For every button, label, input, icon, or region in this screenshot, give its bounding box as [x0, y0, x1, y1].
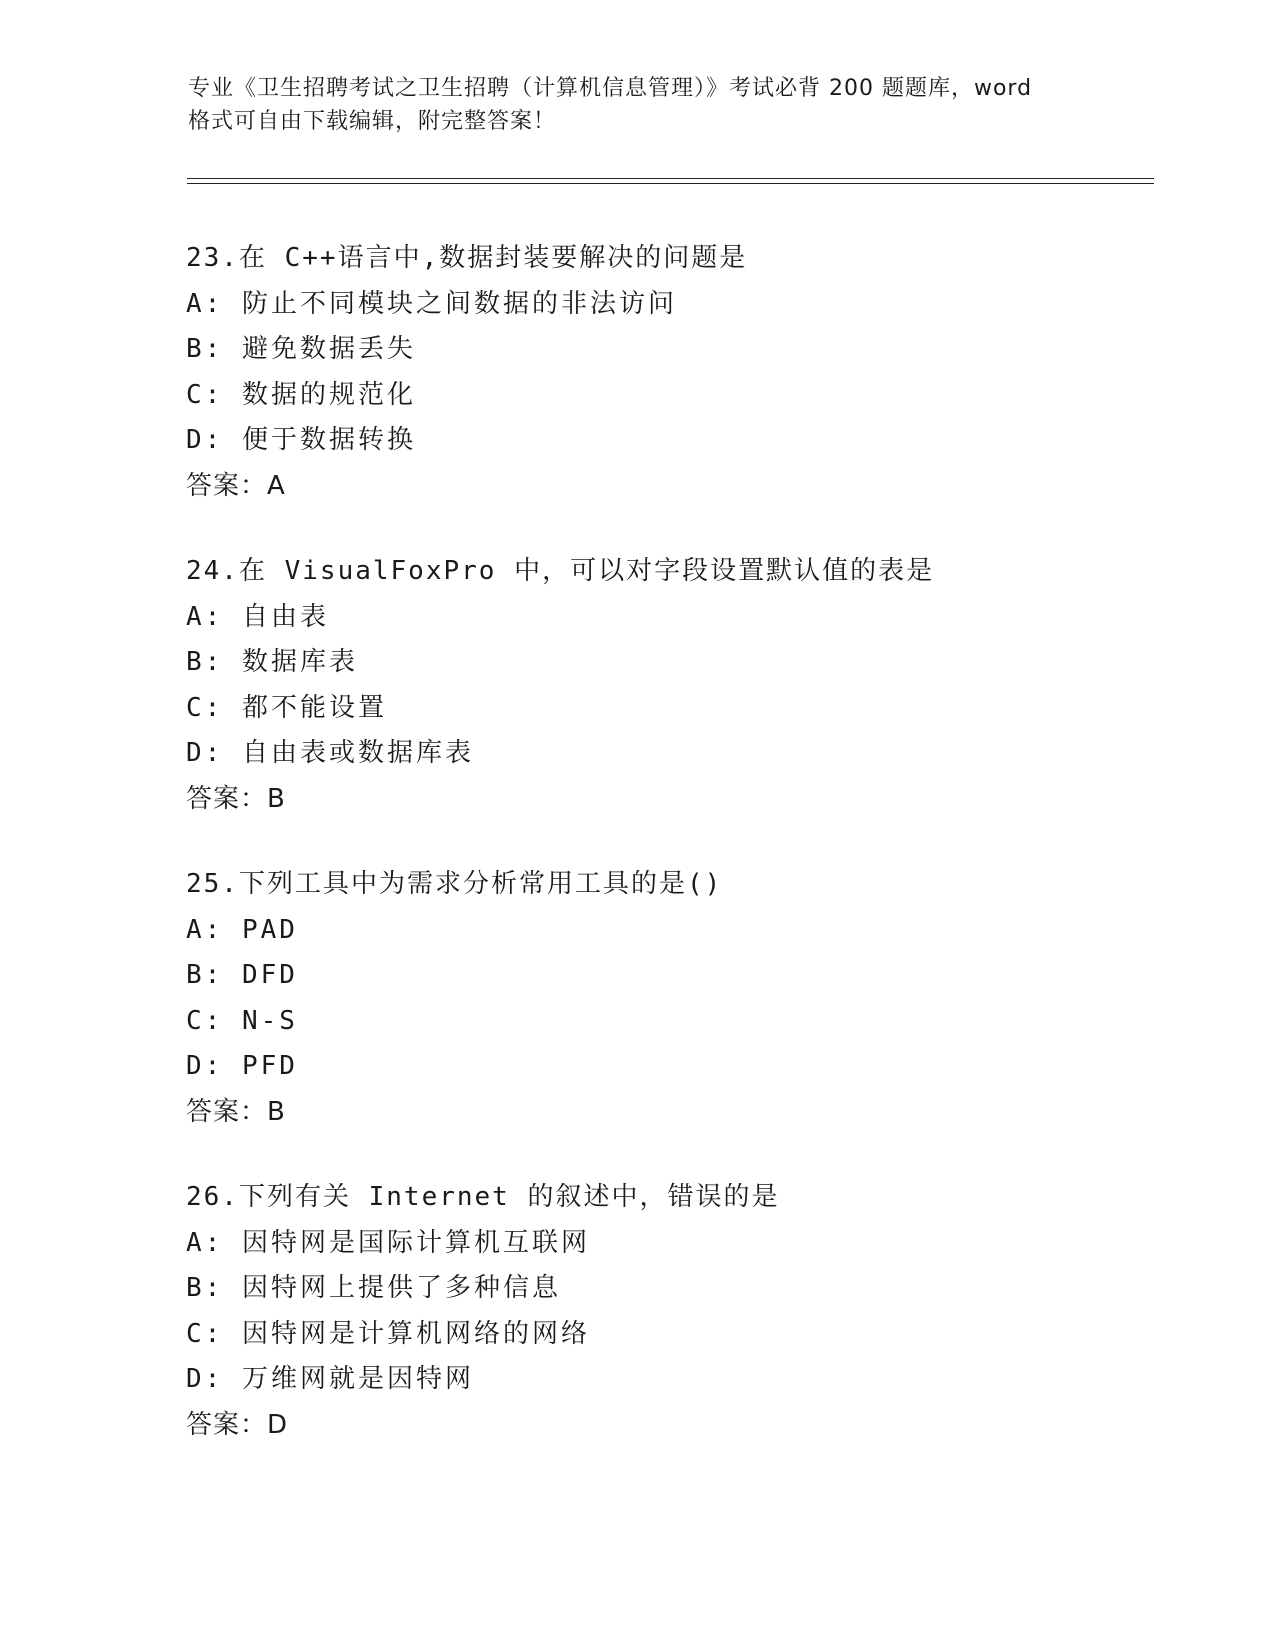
- option-b: B: 数据库表: [186, 647, 358, 677]
- question-title: 25.下列工具中为需求分析常用工具的是(): [186, 869, 723, 899]
- option-a: A: PAD: [186, 914, 298, 945]
- option-b: B: 因特网上提供了多种信息: [186, 1273, 561, 1303]
- question-25: [186, 862, 1166, 1135]
- question-24: [186, 549, 1166, 822]
- answer: 答案：A: [186, 470, 286, 501]
- option-b: B: 避免数据丢失: [186, 334, 416, 364]
- option-b: B: DFD: [186, 960, 298, 990]
- header-divider-top: [187, 178, 1154, 179]
- option-d: D: PFD: [186, 1051, 298, 1081]
- option-c: C: N-S: [186, 1005, 298, 1036]
- option-d: D: 自由表或数据库表: [186, 738, 474, 768]
- option-c: C: 数据的规范化: [186, 379, 416, 410]
- option-d: D: 万维网就是因特网: [186, 1364, 474, 1394]
- question-title: 24.在 VisualFoxPro 中，可以对字段设置默认值的表是: [186, 556, 935, 586]
- document-header: [188, 72, 1088, 138]
- option-a: A: 防止不同模块之间数据的非法访问: [186, 288, 677, 319]
- option-a: A: 因特网是国际计算机互联网: [186, 1227, 590, 1258]
- option-c: C: 都不能设置: [186, 692, 387, 723]
- header-line-2: 格式可自由下载编辑，附完整答案！: [188, 109, 557, 134]
- question-title: 23.在 C++语言中,数据封装要解决的问题是: [186, 243, 748, 273]
- question-26: [186, 1175, 1166, 1448]
- option-a: A: 自由表: [186, 601, 329, 632]
- question-title: 26.下列有关 Internet 的叙述中，错误的是: [186, 1182, 780, 1212]
- question-23: [186, 236, 1166, 509]
- question-list: [186, 236, 1166, 1448]
- answer: 答案：D: [186, 1409, 289, 1440]
- option-d: D: 便于数据转换: [186, 425, 416, 455]
- option-c: C: 因特网是计算机网络的网络: [186, 1318, 590, 1349]
- answer: 答案：B: [186, 1096, 286, 1127]
- header-line-1: 专业《卫生招聘考试之卫生招聘（计算机信息管理）》考试必背 200 题题库，word: [188, 76, 1033, 101]
- header-divider-bottom: [187, 183, 1154, 184]
- answer: 答案：B: [186, 783, 286, 814]
